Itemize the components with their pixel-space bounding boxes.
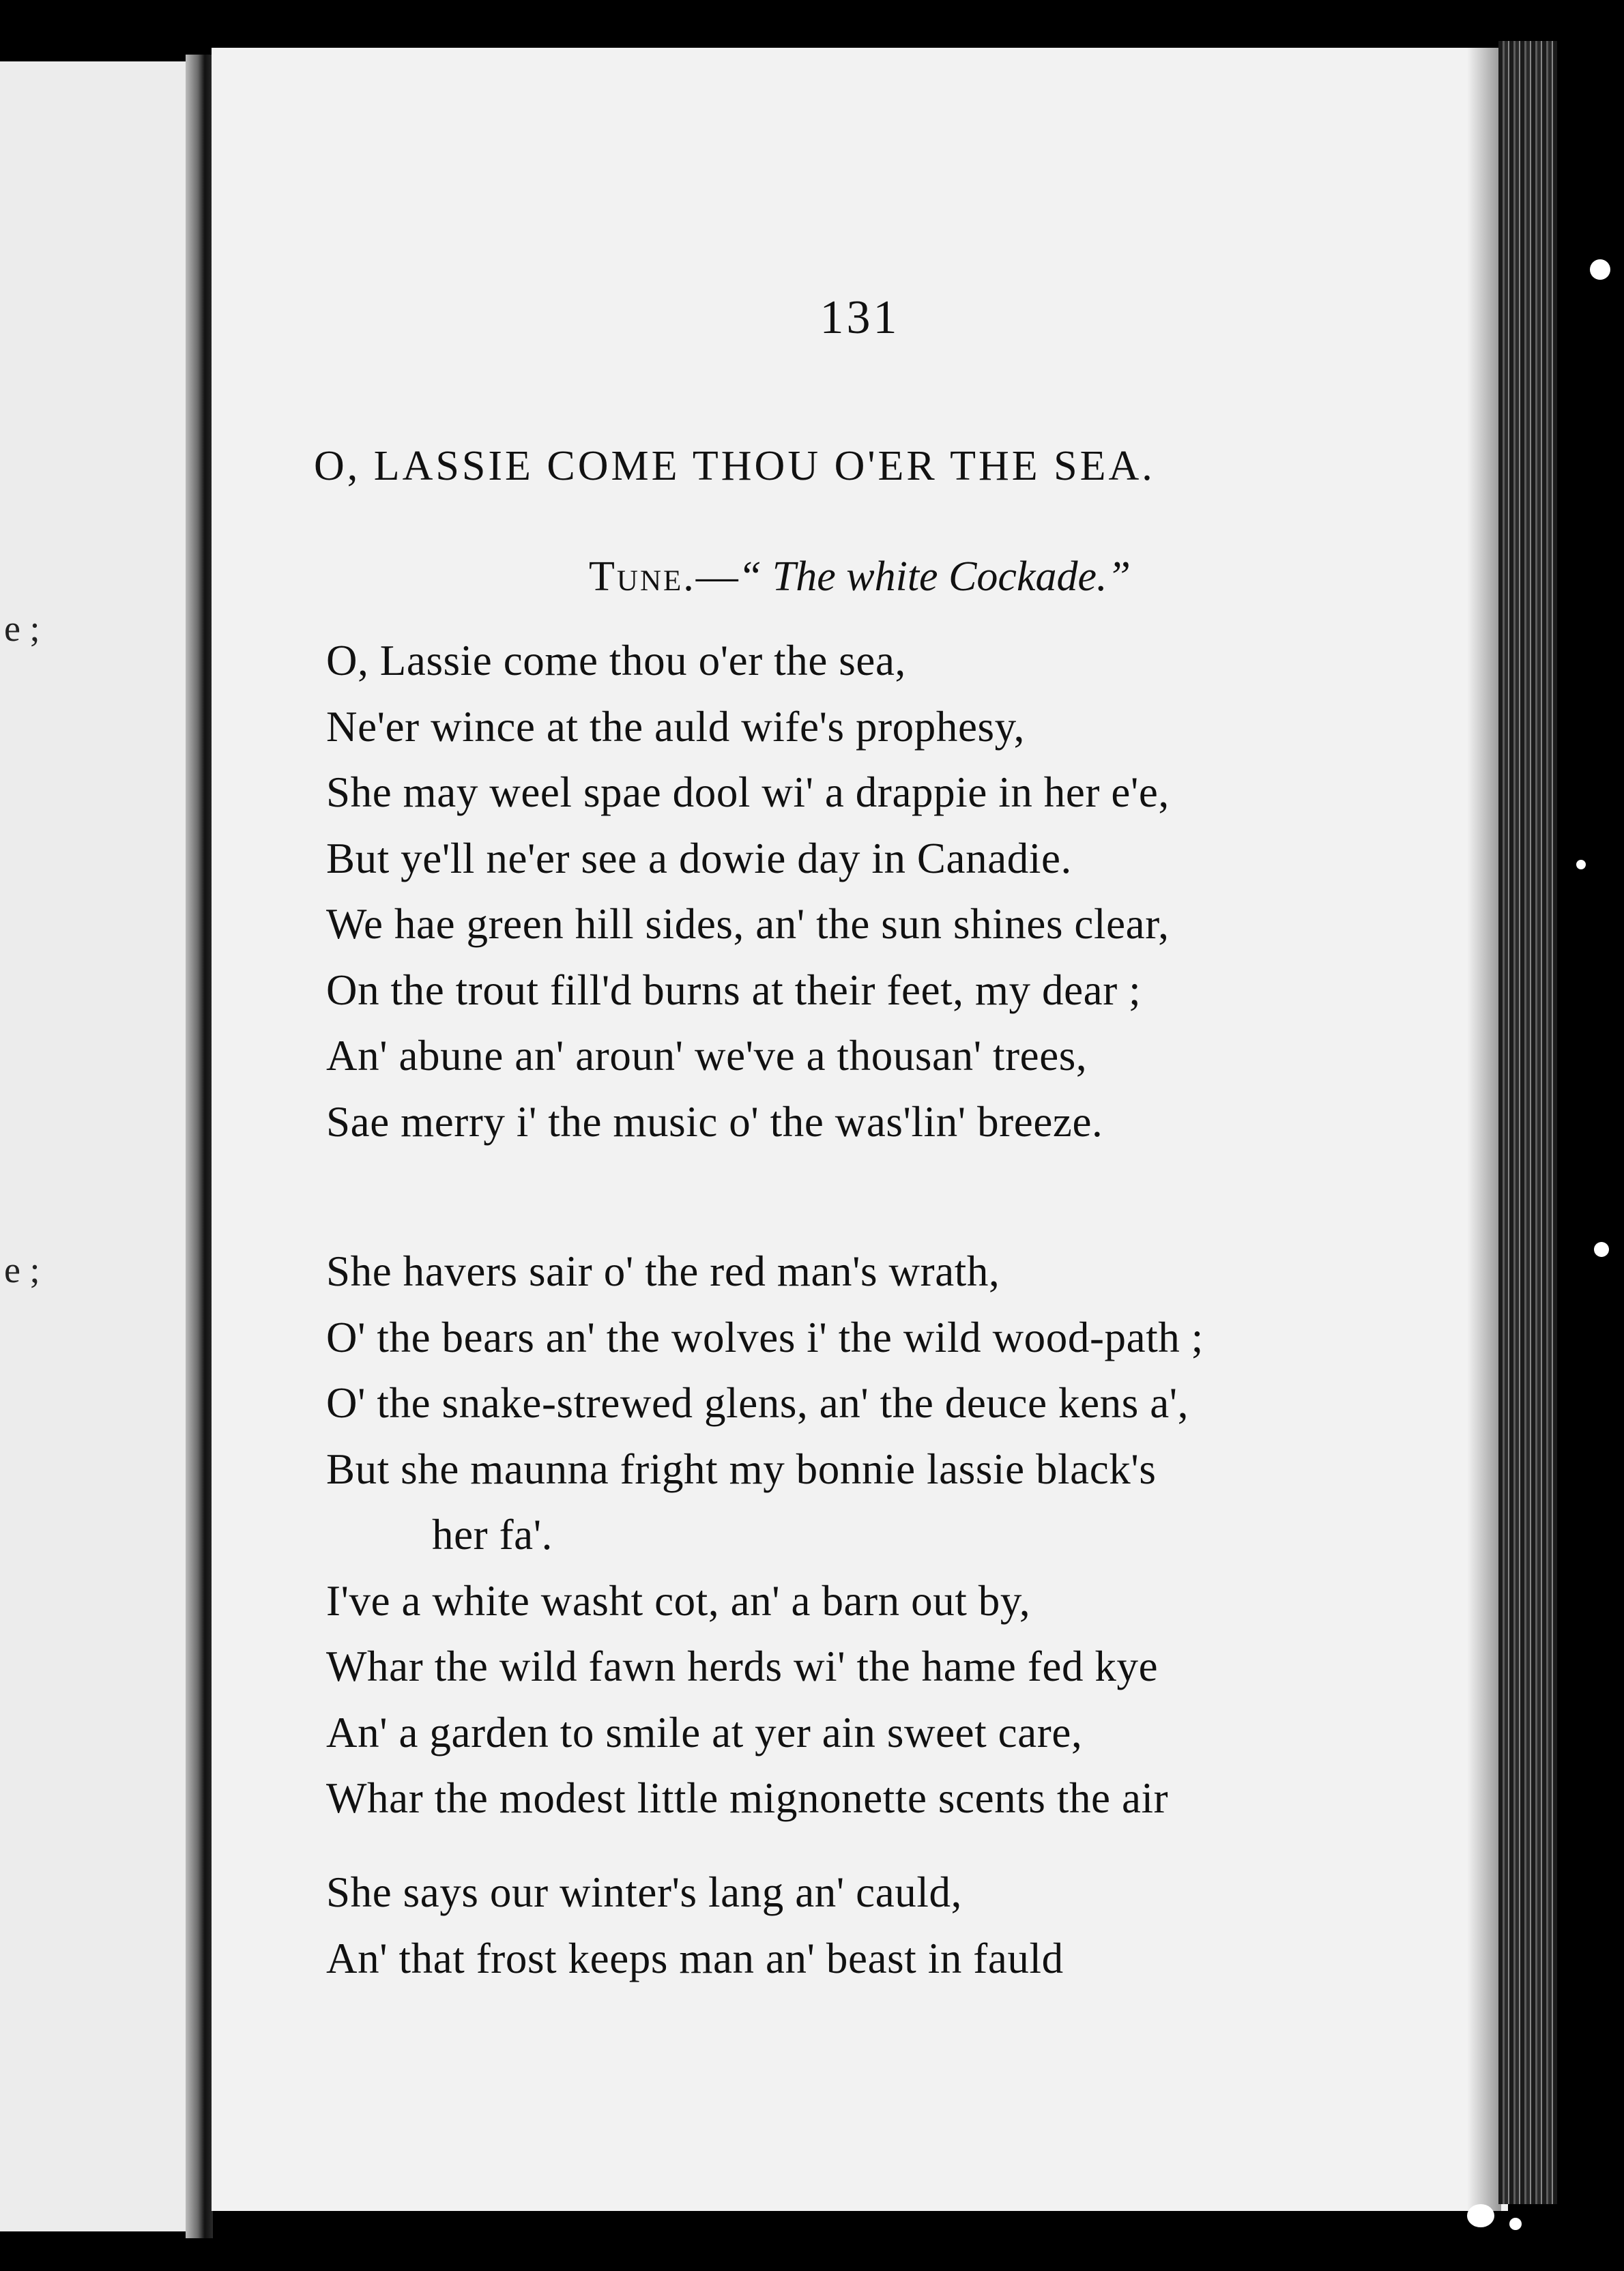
verse-line: An' that frost keeps man an' beast in fauld	[326, 1934, 1064, 1982]
page-number: 131	[820, 291, 900, 344]
scan-speck	[1467, 2204, 1494, 2227]
verse-line: But ye'll ne'er see a dowie day in Canadie.	[326, 834, 1072, 882]
tune-line	[212, 553, 1508, 601]
tune-label: Tune.	[589, 553, 696, 600]
verse-line: Whar the modest little mignonette scents the air	[326, 1774, 1169, 1822]
verse-line: O' the bears an' the wolves i' the wild wood-path ;	[326, 1313, 1204, 1361]
stanza-2	[326, 1239, 1204, 1832]
verse-line: She may weel spae dool wi' a drappie in her e'e,	[326, 768, 1170, 816]
tune-dash: —	[695, 553, 738, 600]
verse-line: O, Lassie come thou o'er the sea,	[326, 637, 906, 684]
verse-line: On the trout fill'd burns at their feet, my dear ;	[326, 966, 1142, 1014]
left-page-text: e ;	[4, 608, 40, 649]
tune-name: “ The white Cockade.”	[738, 553, 1131, 600]
verse-line: But she maunna fright my bonnie lassie black's	[326, 1445, 1157, 1493]
scan-speck	[1590, 259, 1610, 280]
verse-line: She havers sair o' the red man's wrath,	[326, 1247, 1000, 1295]
previous-page-fragment	[0, 61, 186, 2231]
verse-line: O' the snake-strewed glens, an' the deuce kens a',	[326, 1379, 1189, 1427]
book-gutter	[186, 55, 213, 2238]
scan-speck	[1576, 860, 1586, 869]
verse-line: I've a white washt cot, an' a barn out by,	[326, 1576, 1031, 1625]
verse-line: We hae green hill sides, an' the sun shines clear,	[326, 900, 1170, 948]
verse-line: Ne'er wince at the auld wife's prophesy,	[326, 702, 1026, 751]
verse-line: She says our winter's lang an' cauld,	[326, 1868, 962, 1916]
verse-line: An' a garden to smile at yer ain sweet care,	[326, 1708, 1083, 1756]
verse-line-continuation: her fa'.	[432, 1511, 553, 1559]
scan-speck	[1594, 1242, 1609, 1257]
verse-line: Whar the wild fawn herds wi' the hame fed kye	[326, 1643, 1159, 1690]
song-title: O, LASSIE COME THOU O'ER THE SEA.	[314, 443, 1155, 489]
left-page-text: e ;	[4, 1249, 40, 1290]
verse-line: Sae merry i' the music o' the was'lin' breeze.	[326, 1097, 1103, 1146]
page-content	[212, 48, 1508, 2211]
scan-speck	[1509, 2218, 1522, 2230]
verse-line: An' abune an' aroun' we've a thousan' trees,	[326, 1032, 1088, 1080]
stanza-3	[326, 1860, 1064, 1991]
stanza-1	[326, 628, 1170, 1155]
